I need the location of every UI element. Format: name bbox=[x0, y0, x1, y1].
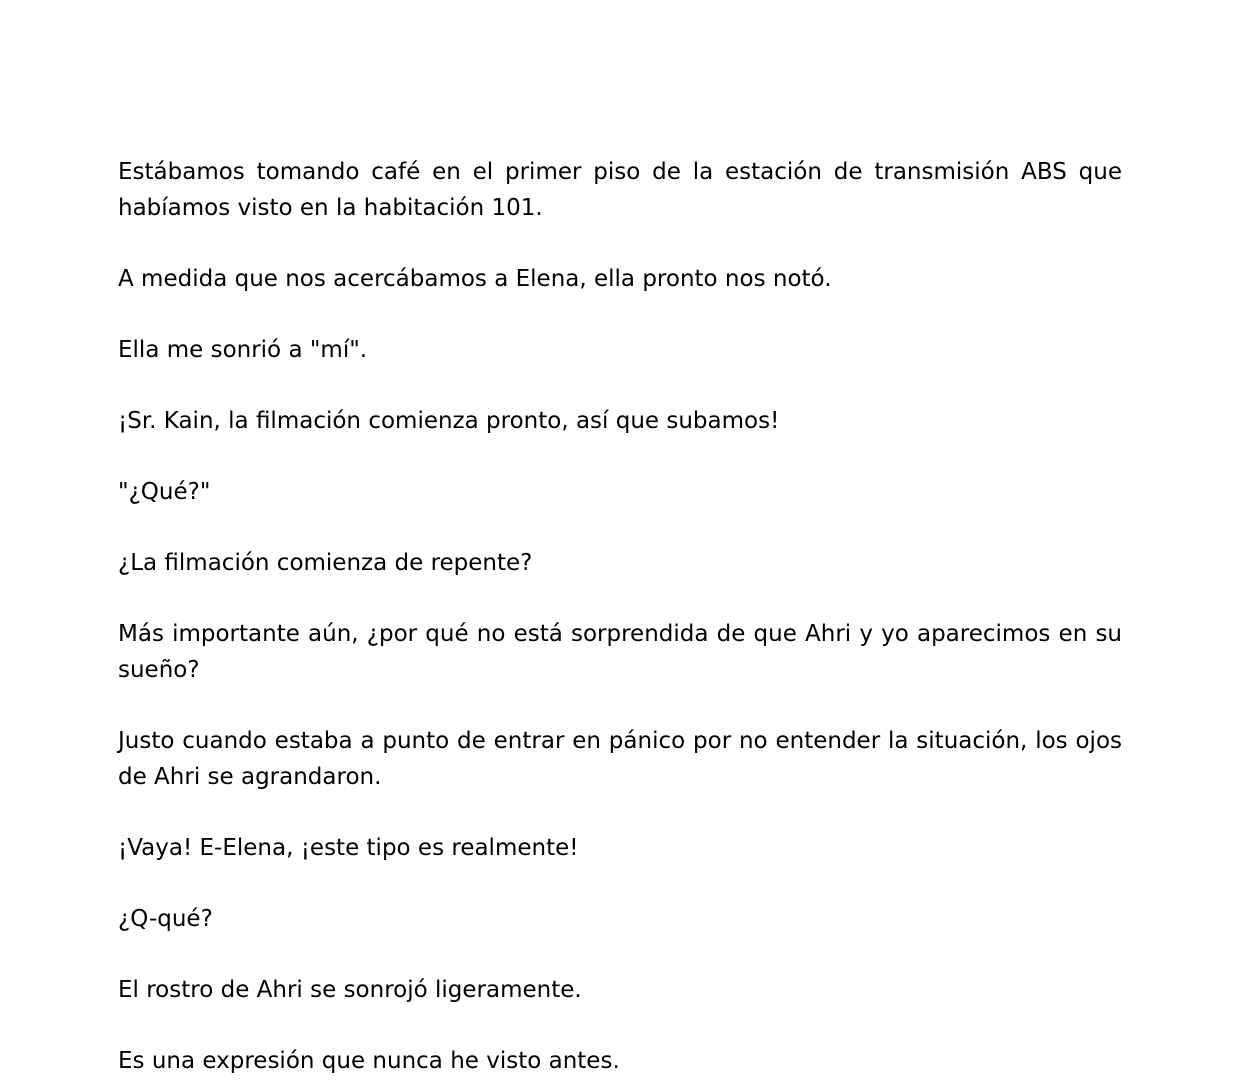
paragraph: ¿Q-qué? bbox=[118, 906, 213, 932]
paragraph: "¿Qué?" bbox=[118, 479, 211, 505]
paragraph: ¡Sr. Kain, la filmación comienza pronto, así que subamos! bbox=[118, 408, 780, 434]
paragraph: Ella me sonrió a "mí". bbox=[118, 337, 368, 363]
paragraph: ¡Vaya! E-Elena, ¡este tipo es realmente! bbox=[118, 835, 579, 861]
document-body bbox=[118, 154, 1122, 1079]
paragraph: El rostro de Ahri se sonrojó ligeramente. bbox=[118, 977, 582, 1003]
paragraph: A medida que nos acercábamos a Elena, ella pronto nos notó. bbox=[118, 266, 832, 292]
paragraph: Estábamos tomando café en el primer piso de la estación de transmisión ABS que habíamos visto en la habitación 101. bbox=[118, 159, 1122, 221]
paragraph: Es una expresión que nunca he visto antes. bbox=[118, 1048, 620, 1074]
paragraph: Más importante aún, ¿por qué no está sorprendida de que Ahri y yo aparecimos en su sueño? bbox=[118, 621, 1122, 683]
paragraph: ¿La filmación comienza de repente? bbox=[118, 550, 533, 576]
paragraph: Justo cuando estaba a punto de entrar en pánico por no entender la situación, los ojos de Ahri se agrandaron. bbox=[118, 728, 1122, 790]
